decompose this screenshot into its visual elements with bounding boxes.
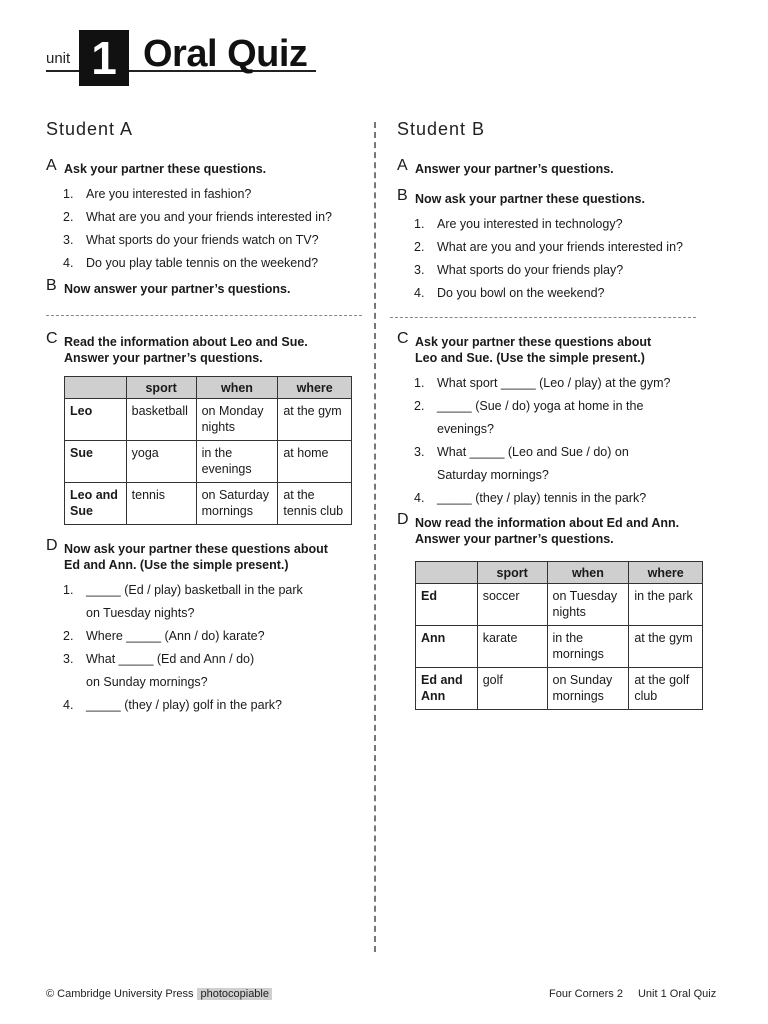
section-instruction: Answer your partner’s questions. xyxy=(64,351,263,365)
question-text: What sports do your friends watch on TV? xyxy=(86,233,319,247)
student-a-info-table xyxy=(64,376,352,525)
question-item: 2. _____ (Sue / do) yoga at home in the evenings? xyxy=(414,399,644,436)
question-item: 3. What _____ (Leo and Sue / do) on Saturday mornings? xyxy=(414,445,629,482)
table-header-cell xyxy=(65,377,127,399)
table-cell: in the park xyxy=(629,584,703,626)
section-letter: A xyxy=(397,157,408,174)
section-heading xyxy=(397,187,717,207)
section-instruction: Now ask your partner these questions about xyxy=(64,542,328,556)
section-instruction: Answer your partner’s questions. xyxy=(415,162,614,176)
section-instruction: Ask your partner these questions about xyxy=(415,335,652,349)
question-text: _____ (Sue / do) yoga at home in the xyxy=(437,399,644,413)
section-instruction: Now ask your partner these questions. xyxy=(415,192,645,206)
footer-book-info xyxy=(549,988,716,1000)
table-row-header: Ed and Ann xyxy=(416,668,478,710)
section-letter: B xyxy=(46,277,57,294)
question-text-continued: on Tuesday nights? xyxy=(86,606,195,620)
section-heading xyxy=(46,537,366,573)
question-text: What are you and your friends interested in? xyxy=(437,240,683,254)
section-heading xyxy=(46,330,366,366)
book-title: Four Corners 2 xyxy=(549,988,623,1000)
student-b-section-b xyxy=(397,187,717,305)
question-text: _____ (they / play) tennis in the park? xyxy=(437,491,647,505)
question-item: 2. What are you and your friends interested in? xyxy=(414,240,683,254)
section-separator xyxy=(390,317,696,318)
table-row-header: Ed xyxy=(416,584,478,626)
table-row-header: Leo xyxy=(65,399,127,441)
student-a-section-d xyxy=(46,537,366,717)
column-divider xyxy=(374,122,376,952)
question-text-continued: Saturday mornings? xyxy=(437,468,549,482)
table-cell: at the tennis club xyxy=(278,483,352,525)
unit-label: unit xyxy=(46,50,71,67)
table-cell: on Tuesday nights xyxy=(547,584,629,626)
question-text-continued: on Sunday mornings? xyxy=(86,675,208,689)
student-a-title: Student A xyxy=(46,119,134,139)
table-header-cell: where xyxy=(278,377,352,399)
question-item: 1. What sport _____ (Leo / play) at the gym? xyxy=(414,376,671,390)
table-cell: at the gym xyxy=(629,626,703,668)
table-header-cell: where xyxy=(629,562,703,584)
section-instruction: Now read the information about Ed and Ann. xyxy=(415,516,680,530)
table-row-header: Sue xyxy=(65,441,127,483)
question-item: 3. What sports do your friends play? xyxy=(414,263,624,277)
table-header-cell: sport xyxy=(126,377,196,399)
table-cell: in the evenings xyxy=(196,441,278,483)
section-letter: D xyxy=(46,537,58,554)
question-item: 4. _____ (they / play) tennis in the park? xyxy=(414,491,647,505)
student-a-section-b xyxy=(46,277,366,297)
section-heading xyxy=(46,277,366,297)
table-row-header: Ann xyxy=(416,626,478,668)
question-text: What sports do your friends play? xyxy=(437,263,624,277)
section-letter: D xyxy=(397,511,409,528)
section-letter: C xyxy=(46,330,58,347)
question-item: 2. Where _____ (Ann / do) karate? xyxy=(63,629,265,643)
table-row xyxy=(416,584,703,626)
section-letter: A xyxy=(46,157,57,174)
table-row xyxy=(65,441,352,483)
question-text: What are you and your friends interested in? xyxy=(86,210,332,224)
section-instruction: Read the information about Leo and Sue. xyxy=(64,335,308,349)
question-item: 1. Are you interested in technology? xyxy=(414,217,623,231)
question-text: What _____ (Ed and Ann / do) xyxy=(86,652,255,666)
question-text: _____ (Ed / play) basketball in the park xyxy=(86,583,303,597)
table-row xyxy=(65,483,352,525)
question-text: What _____ (Leo and Sue / do) on xyxy=(437,445,629,459)
question-item: 2. What are you and your friends interested in? xyxy=(63,210,332,224)
question-item: 1. _____ (Ed / play) basketball in the park on Tuesday nights? xyxy=(63,583,303,620)
page-title: Oral Quiz xyxy=(143,33,308,75)
footer-copyright xyxy=(46,988,272,1000)
section-letter: B xyxy=(397,187,408,204)
question-text: _____ (they / play) golf in the park? xyxy=(86,698,282,712)
student-b-section-a xyxy=(397,157,717,177)
question-list xyxy=(46,579,366,717)
table-row xyxy=(416,626,703,668)
table-header-cell xyxy=(416,562,478,584)
table-row-header: Leo and Sue xyxy=(65,483,127,525)
table-header-cell: when xyxy=(196,377,278,399)
table-header-row xyxy=(416,562,703,584)
table-row xyxy=(416,668,703,710)
section-heading xyxy=(397,511,727,547)
student-b-title: Student B xyxy=(397,119,486,139)
question-item: 4. Do you bowl on the weekend? xyxy=(414,286,605,300)
section-letter: C xyxy=(397,330,409,347)
question-text: Are you interested in fashion? xyxy=(86,187,252,201)
section-heading xyxy=(397,157,717,177)
section-instruction: Leo and Sue. (Use the simple present.) xyxy=(415,351,645,365)
section-heading xyxy=(397,330,717,366)
table-cell: on Monday nights xyxy=(196,399,278,441)
question-text-continued: evenings? xyxy=(437,422,494,436)
student-b-info-table xyxy=(415,561,703,710)
question-item: 4. Do you play table tennis on the weekend? xyxy=(63,256,319,270)
question-text: Do you play table tennis on the weekend? xyxy=(86,256,319,270)
student-b-section-c xyxy=(397,330,717,510)
section-heading xyxy=(46,157,366,177)
table-header-row xyxy=(65,377,352,399)
question-text: What sport _____ (Leo / play) at the gym? xyxy=(437,376,671,390)
section-instruction: Now answer your partner’s questions. xyxy=(64,282,291,296)
table-cell: in the mornings xyxy=(547,626,629,668)
question-text: Do you bowl on the weekend? xyxy=(437,286,605,300)
copyright-text: © Cambridge University Press xyxy=(46,988,194,1000)
question-text: Are you interested in technology? xyxy=(437,217,623,231)
table-cell: on Sunday mornings xyxy=(547,668,629,710)
table-row xyxy=(65,399,352,441)
question-item: 1. Are you interested in fashion? xyxy=(63,187,252,201)
unit-number-box: 1 xyxy=(79,30,129,86)
table-cell: at the gym xyxy=(278,399,352,441)
section-instruction: Ask your partner these questions. xyxy=(64,162,267,176)
question-list xyxy=(397,213,717,305)
question-text: Where _____ (Ann / do) karate? xyxy=(86,629,265,643)
table-cell: golf xyxy=(477,668,547,710)
section-instruction: Ed and Ann. (Use the simple present.) xyxy=(64,558,289,572)
table-cell: karate xyxy=(477,626,547,668)
student-b-section-d xyxy=(397,511,727,547)
question-list xyxy=(46,183,366,275)
section-instruction: Answer your partner’s questions. xyxy=(415,532,614,546)
question-item: 4. _____ (they / play) golf in the park? xyxy=(63,698,282,712)
student-a-section-a xyxy=(46,157,366,275)
table-cell: tennis xyxy=(126,483,196,525)
section-separator xyxy=(46,315,362,316)
question-item: 3. What sports do your friends watch on TV? xyxy=(63,233,319,247)
table-cell: at the golf club xyxy=(629,668,703,710)
table-cell: at home xyxy=(278,441,352,483)
table-header-cell: when xyxy=(547,562,629,584)
table-cell: basketball xyxy=(126,399,196,441)
quiz-title: Unit 1 Oral Quiz xyxy=(637,988,717,1000)
table-header-cell: sport xyxy=(477,562,547,584)
table-cell: yoga xyxy=(126,441,196,483)
table-cell: on Saturday mornings xyxy=(196,483,278,525)
question-item: 3. What _____ (Ed and Ann / do) on Sunday mornings? xyxy=(63,652,255,689)
photocopiable-badge: photocopiable xyxy=(197,988,272,1000)
student-a-section-c xyxy=(46,330,366,366)
question-list xyxy=(397,372,717,510)
table-cell: soccer xyxy=(477,584,547,626)
